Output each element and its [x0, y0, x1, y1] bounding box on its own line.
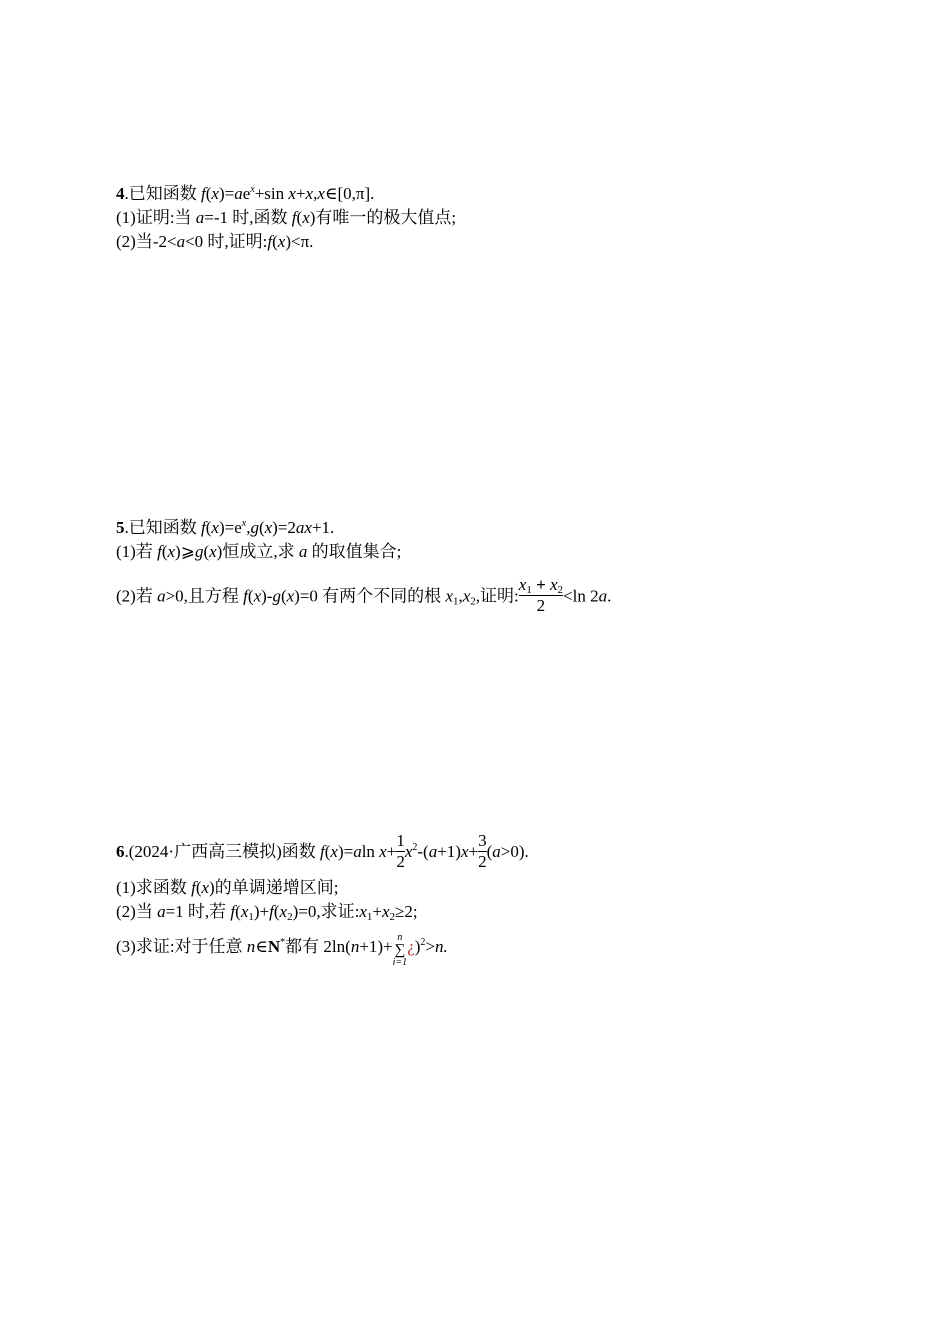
problem-6-part-3: (3)求证:对于任意 n∈N*都有 2ln(n+1)+ n ∑ i=1 ¿)$^2$>n. [116, 932, 448, 969]
problem-4-part-2: (2)当-2<a<0 时,证明:f(x)<π. [116, 232, 314, 251]
problem-5-part-2: (2)若 a>0,且方程 f(x)-g(x)=0 有两个不同的根 $x_1,x_2$,证明: $\frac{x_1 + x_2}{2}$ <ln 2a. [116, 575, 612, 615]
problem-number: 4 [116, 184, 125, 203]
problem-6-part-1: (1)求函数 f(x)的单调递增区间; [116, 878, 339, 897]
problem-number: 6 [116, 842, 125, 861]
problem-6-part-2: (2)当 a=1 时,若 $f(x_1)+f(x_2)=0$,求证$:x_1+x_2\ge 2$; [116, 902, 418, 923]
unrendered-glyph: ¿ [407, 937, 415, 956]
fraction: $\frac{3}{2}$ [478, 830, 487, 871]
problem-5-part-1: (1)若 f(x)⩾g(x)恒成立,求 a 的取值集合; [116, 542, 402, 561]
fraction: $\frac{x_1 + x_2}{2}$ [518, 575, 564, 615]
problem-source: (2024·广西高三模拟) [128, 842, 282, 861]
problem-5-statement: 5.已知函数 $f(x)=e^x,g(x)=2ax+1$. [116, 518, 335, 537]
summation-symbol: n ∑ i=1 [392, 932, 408, 969]
problem-5 [116, 516, 876, 615]
problem-6 [116, 828, 876, 970]
problem-4-statement: 4.已知函数 $f(x)=ae^x+\sin$ x+x,x∈[0,π]. [116, 184, 375, 203]
problem-4-part-1: (1)证明:当 a=-1 时,函数 f(x)有唯一的极大值点; [116, 208, 457, 227]
problem-number: 5 [116, 518, 125, 537]
problem-4 [116, 182, 876, 254]
problem-6-statement: 6.(2024·广西高三模拟)函数 f(x)=aln x+ $\frac{1}{2}$ $x^2-(a+1)x+$ $\frac{3}{2}$ (a>0). [116, 830, 529, 871]
fraction: $\frac{1}{2}$ [396, 830, 405, 871]
